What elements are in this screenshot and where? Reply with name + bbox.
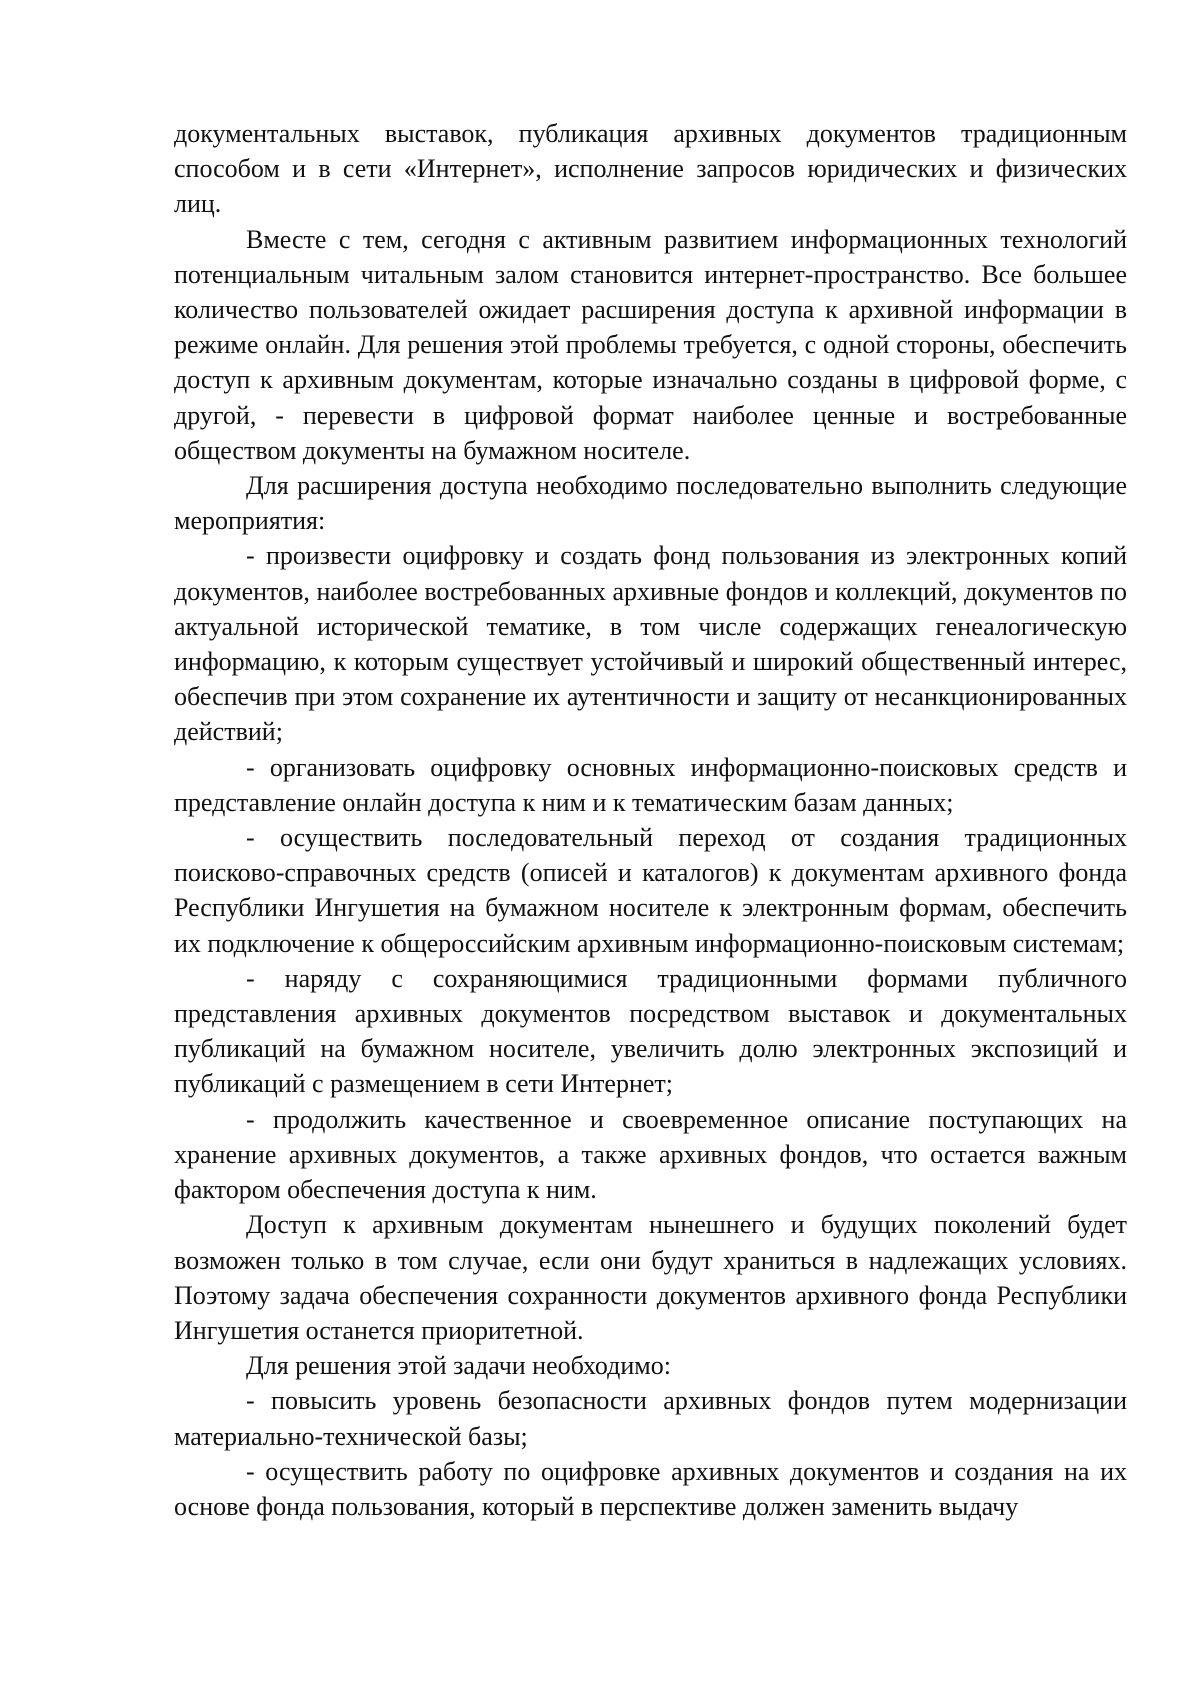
paragraph-preservation: Доступ к архивным документам нынешнего и будущих поколений будет возможен только в том случае, если они будут храниться в надлежащих условиях. Поэтому задача обеспечения сохранности документов архивного фонда Республики Ингушетия останется приоритетной. bbox=[174, 1210, 1127, 1345]
list-item-security: - повысить уровень безопасности архивных фондов путем модернизации материально-технической базы; bbox=[174, 1386, 1127, 1451]
list-item-publications: - наряду с сохраняющимися традиционными формами публичного представления архивных документов посредством выставок и документальных публикаций на бумажном носителе, увеличить долю электронных экспозиций и публикаций с размещением в сети Интернет; bbox=[174, 963, 1127, 1099]
paragraph-online-access: Вместе с тем, сегодня с активным развитием информационных технологий потенциальным читальным залом становится интернет-пространство. Все большее количество пользователей ожидает расширения доступа к архивной информации в режиме онлайн. Для решения этой проблемы требуется, с одной стороны, обеспечить доступ к архивным документам, которые изначально созданы в цифровой форме, с другой, - перевести в цифровой формат наиболее ценные и востребованные обществом документы на бумажном носителе. bbox=[174, 224, 1127, 465]
list-item-digitization: - произвести оцифровку и создать фонд пользования из электронных копий документов, наиболее востребованных архивные фондов и коллекций, документов по актуальной исторической тематике, в том числе содержащих генеалогическую информацию, к которым существует устойчивый и широкий общественный интерес, обеспечив при этом сохранение их аутентичности и защиту от несанкционированных действий; bbox=[174, 541, 1127, 747]
list-item-usage-fund: - осуществить работу по оцифровке архивных документов и создания на их основе фонда пользования, который в перспективе должен заменить выдачу bbox=[174, 1456, 1127, 1521]
paragraph-task-intro: Для решения этой задачи необходимо: bbox=[246, 1351, 671, 1381]
list-item-electronic-forms: - осуществить последовательный переход от создания традиционных поисково-справочных средств (описей и каталогов) к документам архивного фонда Республики Ингушетия на бумажном носителе к электронным формам, обеспечить их подключение к общероссийским архивным информационно-поисковым системам; bbox=[174, 823, 1127, 958]
list-item-description: - продолжить качественное и своевременное описание поступающих на хранение архивных документов, а также архивных фондов, что остается важным фактором обеспечения доступа к ним. bbox=[174, 1104, 1127, 1205]
paragraph-continuation: документальных выставок, публикация архивных документов традиционным способом и в сети «Интернет», исполнение запросов юридических и физических лиц. bbox=[174, 119, 1127, 219]
document-body bbox=[174, 116, 1127, 1524]
paragraph-measures-intro: Для расширения доступа необходимо последовательно выполнить следующие мероприятия: bbox=[174, 471, 1127, 536]
list-item-search-tools: - организовать оцифровку основных информационно-поисковых средств и представление онлайн доступа к ним и к тематическим базам данных; bbox=[174, 752, 1127, 817]
